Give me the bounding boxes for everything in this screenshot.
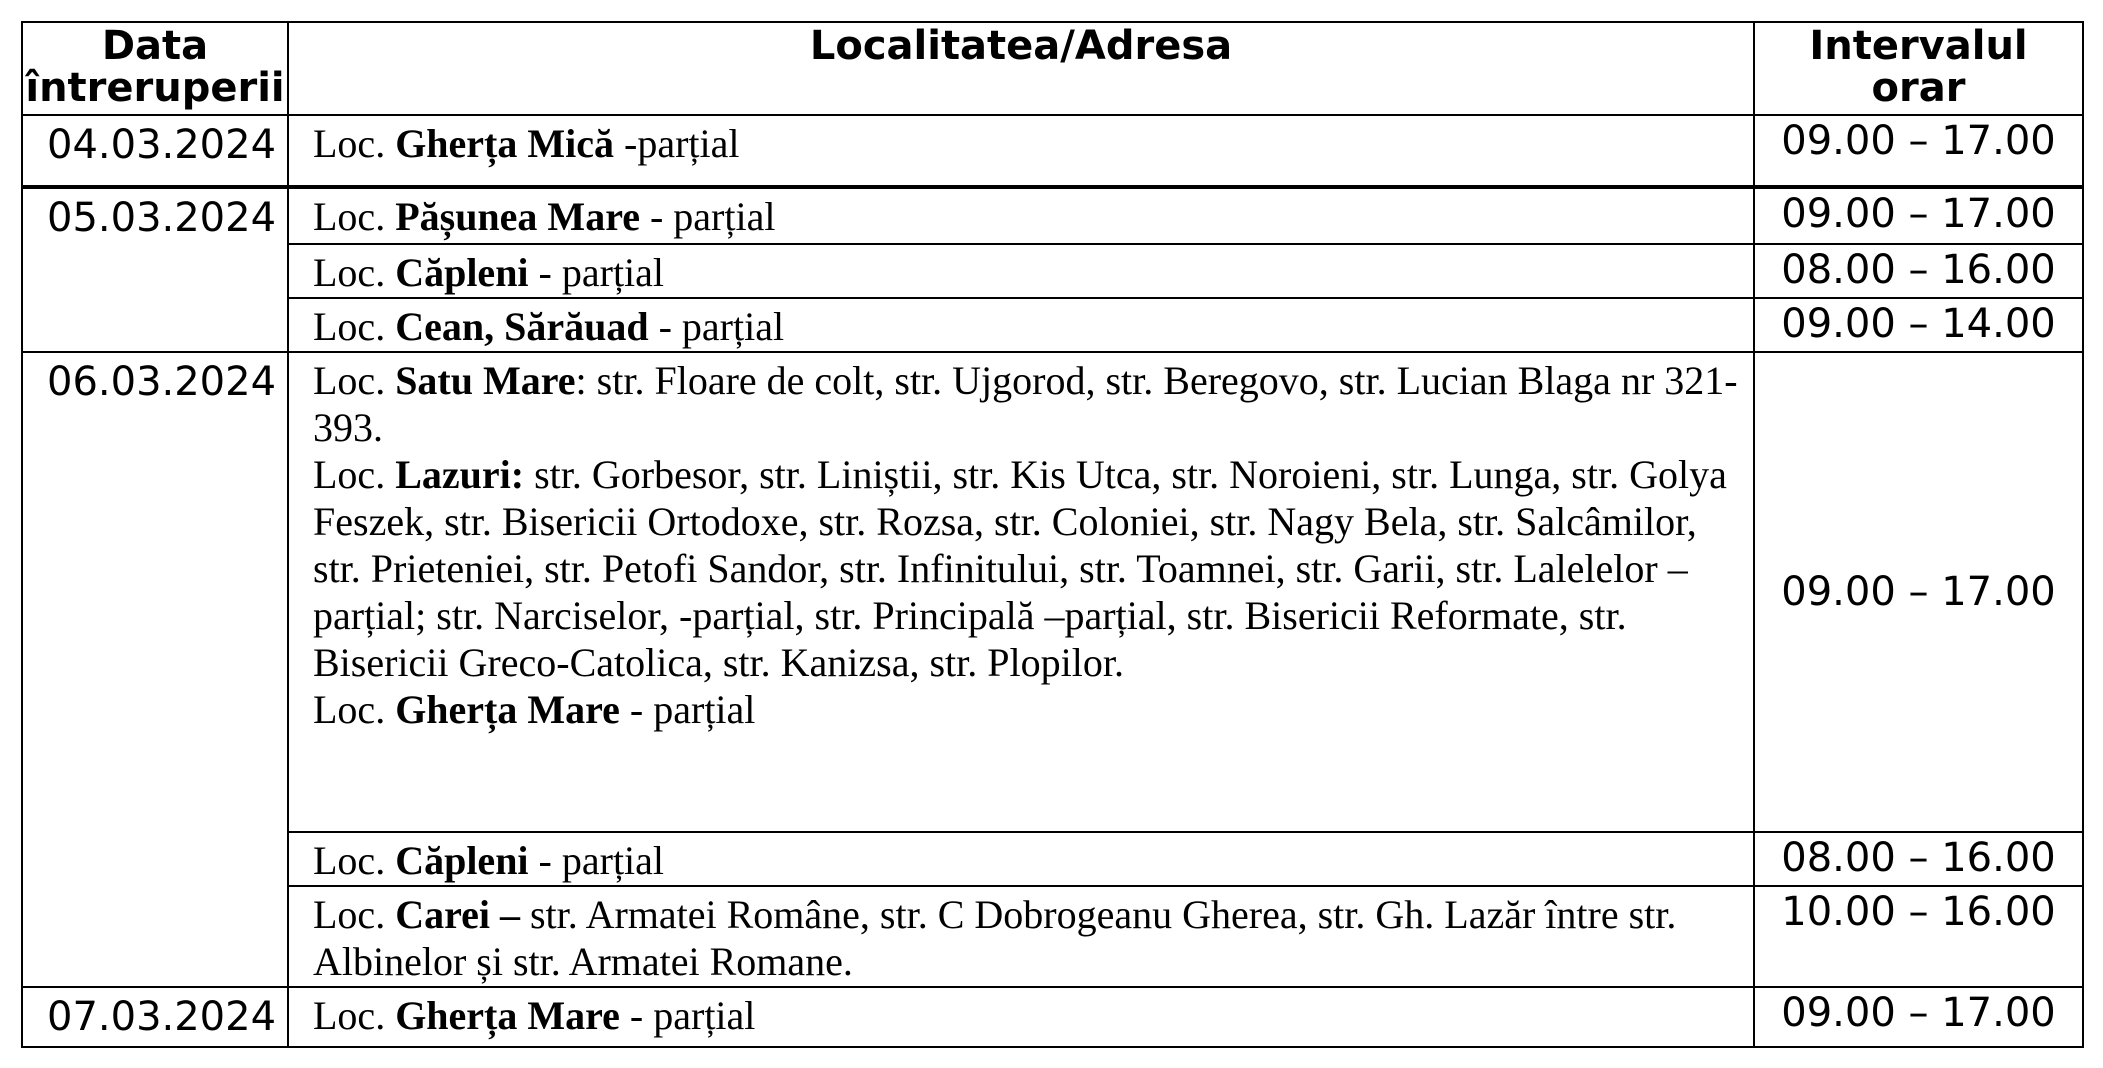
address-cell <box>288 115 1754 187</box>
loc-prefix: Loc. <box>313 892 396 937</box>
table-row <box>22 987 2083 1047</box>
interval-cell: 09.00 – 17.00 <box>1754 352 2083 832</box>
header-interval-line2: orar <box>1871 65 1966 111</box>
loc-prefix: Loc. <box>313 993 396 1038</box>
interval-cell: 10.00 – 16.00 <box>1754 886 2083 987</box>
address-cell <box>288 187 1754 244</box>
header-date-line2: întreruperii <box>25 65 285 111</box>
loc-detail: - parțial <box>648 304 785 349</box>
table-row <box>22 244 2083 298</box>
loc-name: Cean, Sărăuad <box>395 304 649 349</box>
table-row <box>22 187 2083 244</box>
loc-prefix: Loc. <box>313 838 396 883</box>
header-row <box>22 22 2083 115</box>
table-row <box>22 115 2083 187</box>
header-date-line1: Data <box>101 23 209 69</box>
table-row <box>22 886 2083 987</box>
interval-cell: 09.00 – 17.00 <box>1754 115 2083 187</box>
loc-name: Lazuri: <box>395 452 525 497</box>
loc-detail: - parțial <box>639 194 776 239</box>
address-cell <box>288 987 1754 1047</box>
loc-name: Gherța Mare <box>395 687 620 732</box>
interval-cell: 09.00 – 14.00 <box>1754 298 2083 352</box>
loc-name: Gherța Mare <box>395 993 620 1038</box>
loc-detail: : str. Floare de colt, str. Ujgorod, str. Beregovo, str. Lucian Blaga nr 321-393. <box>313 358 1738 450</box>
interval-cell: 08.00 – 16.00 <box>1754 244 2083 298</box>
table-row <box>22 298 2083 352</box>
loc-detail: - parțial <box>619 687 756 732</box>
loc-name: Pășunea Mare <box>395 194 640 239</box>
loc-prefix: Loc. <box>313 121 396 166</box>
date-cell: 06.03.2024 <box>22 352 288 987</box>
table-row <box>22 832 2083 886</box>
loc-prefix: Loc. <box>313 687 396 732</box>
loc-name: Căpleni <box>395 250 529 295</box>
address-cell <box>288 298 1754 352</box>
loc-detail: - parțial <box>528 838 665 883</box>
header-date <box>22 22 288 115</box>
date-cell: 05.03.2024 <box>22 187 288 352</box>
loc-detail: -parțial <box>614 121 740 166</box>
loc-detail: str. Armatei Române, str. C Dobrogeanu Gherea, str. Gh. Lazăr între str. Albinelor și str. Armatei Romane. <box>313 892 1677 984</box>
address-cell <box>288 886 1754 987</box>
loc-prefix: Loc. <box>313 304 396 349</box>
outage-schedule-table <box>21 21 2084 1048</box>
loc-detail: str. Gorbesor, str. Liniștii, str. Kis Utca, str. Noroieni, str. Lunga, str. Golya Feszek, str. Bisericii Ortodoxe, str. Rozsa, str. Coloniei, str. Nagy Bela, str. Salcâmilor, str. Prieteniei, str. Petofi Sandor, str. Infinitului, str. Toamnei, str. Garii, str. Lalelelor –parțial; str. Narciselor, -parțial, str. Principală –parțial, str. Bisericii Reformate, str. Bisericii Greco-Catolica, str. Kanizsa, str. Plopilor. <box>313 452 1727 685</box>
interval-cell: 09.00 – 17.00 <box>1754 187 2083 244</box>
loc-detail: - parțial <box>619 993 756 1038</box>
address-paragraph-satu-mare <box>313 357 1747 451</box>
loc-detail: - parțial <box>528 250 665 295</box>
header-address: Localitatea/Adresa <box>288 22 1754 115</box>
date-cell: 04.03.2024 <box>22 115 288 187</box>
loc-prefix: Loc. <box>313 194 396 239</box>
loc-name: Căpleni <box>395 838 529 883</box>
header-interval <box>1754 22 2083 115</box>
loc-prefix: Loc. <box>313 452 396 497</box>
address-cell <box>288 832 1754 886</box>
interval-cell: 09.00 – 17.00 <box>1754 987 2083 1047</box>
address-cell <box>288 244 1754 298</box>
date-cell: 07.03.2024 <box>22 987 288 1047</box>
loc-name: Satu Mare <box>395 358 576 403</box>
address-paragraph-lazuri <box>313 451 1747 686</box>
interval-cell: 08.00 – 16.00 <box>1754 832 2083 886</box>
address-paragraph-gherta-mare <box>313 686 1747 733</box>
loc-name: Gherța Mică <box>395 121 614 166</box>
loc-prefix: Loc. <box>313 358 396 403</box>
loc-prefix: Loc. <box>313 250 396 295</box>
table-row <box>22 352 2083 832</box>
address-cell <box>288 352 1754 832</box>
loc-name: Carei – <box>395 892 520 937</box>
header-interval-line1: Intervalul <box>1809 23 2028 69</box>
